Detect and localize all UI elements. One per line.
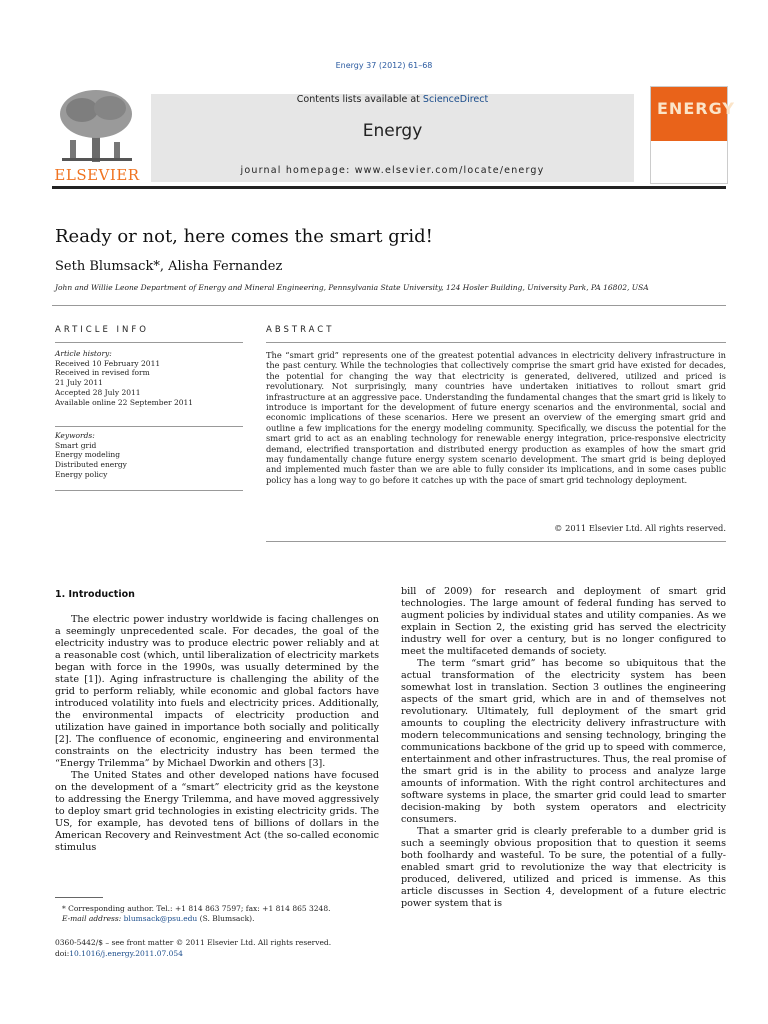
cover-title: ENERGY [657,99,735,118]
paragraph: The electric power industry worldwide is facing challenges on a seemingly unprecedented scale. For decades, the goal of the electricity industry was to produce electric power reliably and at a reasonable cost (which, until liberalization of electricity markets began with force in the 1990s, was usually determined by the state [1]). Aging infrastructure is challenging the ability of the grid to perform reliably, while economic and global factors have introduced volatility into fuels and electricity prices. Additionally, the environmental impacts of electricity production and utilization have gained in importance both socially and politically [2]. The confluence of economic, engineering and environmental constraints on the electricity industry has been termed the “Energy Trilemma” by Michael Dworkin and others [3]. [55,614,379,769]
corresponding-author-note [62,904,330,924]
keyword: Distributed energy [55,460,127,470]
email-label: E-mail address: [62,914,124,923]
footnote-email-line [62,914,330,924]
body-column-right [401,586,726,910]
sciencedirect-link[interactable]: ScienceDirect [422,94,489,105]
paragraph: bill of 2009) for research and deployment of smart grid technologies. The large amount of federal funding has served to augment policies by individual states and utility companies. As we explain in Section 2, the existing grid has served the electricity industry well for over a century, but is no longer configured to meet the multifaceted demands of society. [401,586,726,657]
header-rule [52,186,726,189]
abstract-bottom-rule [266,541,726,542]
paragraph: The term “smart grid” has become so ubiquitous that the actual transformation of the electricity system has been somewhat lost in translation. Section 3 outlines the engineering aspects of the smart grid, which are in and of themselves not revolutionary. Ultimately, full deployment of the smart grid amounts to coupling the electricity delivery infrastructure with modern telecommunications and sensing technology, bringing the communications backbone of the grid up to speed with commerce, entertainment and other infrastructures. Thus, the real promise of the smart grid is in the ability to process and analyze large amounts of information. With the right control architectures and software systems in place, the smarter grid could lead to smarter decision-making by both system operators and electricity consumers. [401,658,726,825]
body-column-left [55,614,379,854]
issn-line: 0360-5442/$ – see front matter © 2011 Elsevier Ltd. All rights reserved. [55,938,332,947]
keyword: Energy policy [55,469,108,479]
journal-cover-thumbnail[interactable] [650,86,735,184]
abstract-top-rule [266,342,726,343]
article-authors: Seth Blumsack*, Alisha Fernandez [55,259,283,274]
paragraph: The United States and other developed nations have focused on the development of a “smart” electricity grid as the keystone to addressing the Energy Trilemma, and have moved aggressively to deploy smart grid technologies in existing electricity grids. The US, for example, has devoted tens of billions of dollars in the American Recovery and Reinvestment Act (the so-called economic stimulus [55,770,379,853]
elsevier-logo[interactable] [52,88,142,184]
keywords-rule [55,426,243,427]
footnote-rule [55,897,103,898]
abstract-heading: ABSTRACT [266,325,335,335]
author-email-link[interactable]: blumsack@psu.edu [123,914,198,923]
history-item: Received 10 February 2011 [55,358,161,368]
history-item: Accepted 28 July 2011 [55,387,141,397]
history-item: 21 July 2011 [55,378,103,388]
doi-link[interactable]: 10.1016/j.energy.2011.07.054 [69,949,183,958]
doi-line [55,949,183,959]
section-heading-introduction: 1. Introduction [55,589,135,600]
history-item: Received in revised form [55,368,150,378]
journal-name: Energy [362,121,423,141]
contents-line [151,94,634,105]
article-history [55,349,245,407]
info-bottom-rule [55,490,243,491]
contents-prefix: Contents lists available at [296,94,423,105]
abstract-copyright: © 2011 Elsevier Ltd. All rights reserved. [554,523,726,533]
article-info-heading: ARTICLE INFO [55,325,149,335]
email-suffix: (S. Blumsack). [197,914,255,923]
elsevier-wordmark: ELSEVIER [54,166,140,184]
history-label: Article history: [55,349,112,358]
keyword: Energy modeling [55,450,121,460]
keywords-list [55,431,245,480]
paragraph: That a smarter grid is clearly preferable to a dumber grid is such a seemingly obvious proposition that to question it seems both foolhardy and wasteful. To be sure, the potential of a fully-enabled smart grid to revolutionize the way that electricity is produced, delivered, utilized and priced is immense. As this article discusses in Section 4, development of a future electric power system that is [401,826,726,909]
keyword: Smart grid [55,440,97,450]
abstract-text: The “smart grid” represents one of the greatest potential advances in electricity delivery infrastructure in the past century. While the technologies that collectively comprise the smart grid have existed for decades, the potential for changing the way that electricity is generated, delivered, utilized and priced is revolutionary. Not surprisingly, many countries have undertaken initiatives to rollout smart grid infrastructure at an aggressive pace. Understanding the fundamental changes that the smart grid is likely to introduce is important for the development of future energy scenarios and the environmental, social and economic implications of these scenarios. Here we present an overview of the emerging smart grid and outline a few implications for the energy modeling community. Specifically, we discuss the potential for the smart grid to act as an enabling technology for renewable energy integration, price-responsive electricity demand, electrified transportation and distributed energy production as examples of how the smart grid may fundamentally change future energy system scenario development. The smart grid is being deployed and implemented much faster than we are able to fully consider its implications, and in some cases public policy has a long way to go before it catches up with the pace of smart grid technology deployment. [266,350,726,485]
title-rule [52,305,726,306]
footnote-contact: * Corresponding author. Tel.: +1 814 863 7597; fax: +1 814 865 3248. [62,904,331,913]
journal-homepage[interactable]: journal homepage: www.elsevier.com/locate/energy [240,165,545,176]
history-item: Available online 22 September 2011 [55,397,194,407]
doi-prefix: doi: [55,949,70,958]
article-title: Ready or not, here comes the smart grid! [55,226,433,247]
journal-citation[interactable]: Energy 37 (2012) 61–68 [335,61,433,70]
keywords-label: Keywords: [55,431,95,440]
tree-icon [52,88,142,166]
author-affiliation: John and Willie Leone Department of Energy and Mineral Engineering, Pennsylvania State University, 124 Hosler Building, University Park, PA 16802, USA [55,283,649,292]
article-info-rule [55,342,243,343]
